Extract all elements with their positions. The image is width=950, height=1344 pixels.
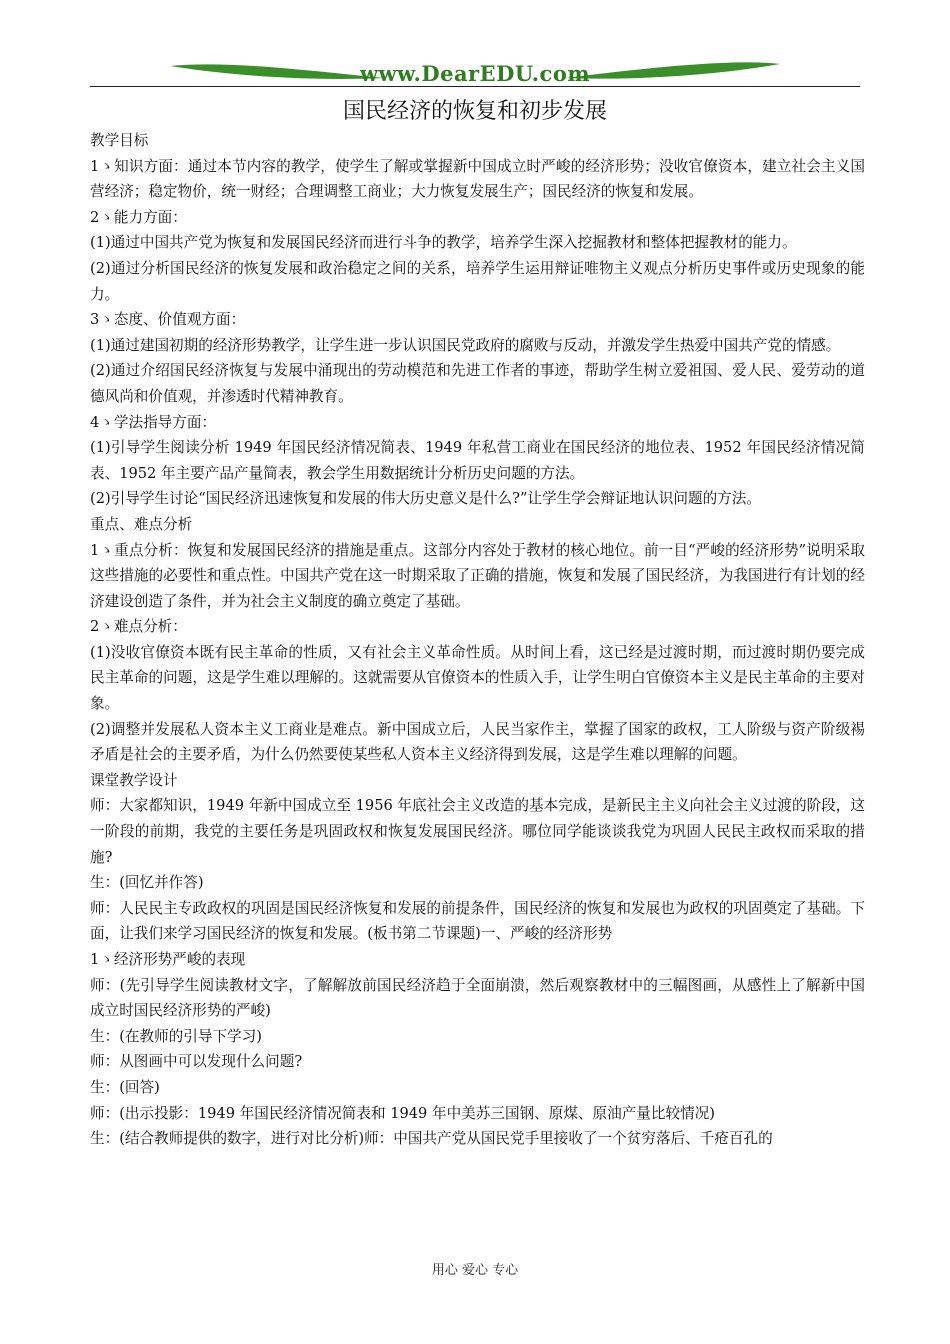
paragraph: (2)调整并发展私人资本主义工商业是难点。新中国成立后，人民当家作主，掌握了国家的政权，工人阶级与资产阶级裼 矛盾是社会的主要矛盾，为什么仍然要使某些私人资本主义经济得到发展，这是学生难以理解的问题。 [90, 720, 865, 764]
paragraph: 师：大家都知识，1949 年新中国成立至 1956 年底社会主义改造的基本完成，是新民主主义向社会主义过渡的阶段，这一阶段的前期，我党的主要任务是巩固政权和恢复发展国民经济。哪位同学能谈谈我党为巩固人民民主政权而采取的措施? [90, 797, 865, 866]
section-heading: 教学目标 [90, 132, 149, 149]
paragraph: (2)引导学生讨论“国民经济迅速恢复和发展的伟大历史意义是什么?”让学生学会辩证地认识问题的方法。 [90, 490, 761, 508]
paragraph: (1)通过建国初期的经济形势教学，让学生进一步认识国民党政府的腐败与反动，并激发学生热爱中国共产党的情感。 [90, 336, 841, 354]
paragraph: 1ゝ知识方面：通过本节内容的教学，使学生了解或掌握新中国成立时严峻的经济形势；没收官僚资本，建立社会主义国营经济；稳定物价，统一财经；合理调整工商业；大力恢复发展生产；国民经济的恢复和发展。 [90, 157, 865, 201]
paragraph: (2)通过分析国民经济的恢复发展和政治稳定之间的关系，培养学生运用辩证唯物主义观点分析历史事件或历史现象的能力。 [90, 259, 865, 303]
paragraph: 生：(回答) [90, 1078, 160, 1096]
page-footer: 用心 爱心 专心 [431, 1263, 519, 1278]
document-title: 国民经济的恢复和初步发展 [342, 99, 607, 124]
paragraph: 1ゝ经济形势严峻的表现 [90, 951, 246, 968]
document-body [90, 128, 865, 1152]
paragraph: 生：(结合教师提供的数字，进行对比分析)师：中国共产党从国民党手里接收了一个贫穷落后、千疮百孔的 [90, 1130, 773, 1148]
paragraph: 3ゝ态度、价值观方面： [90, 311, 246, 329]
paragraph: (1)引导学生阅读分析 1949 年国民经济情况简表、1949 年私营工商业在国民经济的地位表、1952 年国民经济情况简表、1952 年主要产品产量简表，教会学生用数据统计分析历史问题的方法。 [90, 439, 865, 482]
paragraph: 生：(在教师的引导下学习) [90, 1027, 262, 1045]
paragraph: 2ゝ难点分析： [90, 618, 187, 636]
paragraph: 师：(出示投影：1949 年国民经济情况简表和 1949 年中美苏三国钢、原煤、原油产量比较情况) [90, 1104, 715, 1122]
section-heading: 重点、难点分析 [90, 515, 193, 533]
paragraph: (1)通过中国共产党为恢复和发展国民经济而进行斗争的教学，培养学生深入挖掘教材和整体把握教材的能力。 [90, 234, 797, 252]
paragraph: 2ゝ能力方面： [90, 208, 187, 226]
paragraph: 1ゝ重点分析：恢复和发展国民经济的措施是重点。这部分内容处于教材的核心地位。前一目“严峻的经济形势”说明采取这些措施的必要性和重点性。中国共产党在这一时期采取了正确的措施，恢复和发展了国民经济，为我国进行有计划的经济建设创造了条件，并为社会主义制度的确立奠定了基础。 [90, 541, 865, 610]
header-rule [90, 86, 860, 87]
paragraph: 4ゝ学法指导方面： [90, 413, 217, 431]
paragraph: 师：(先引导学生阅读教材文字，了解解放前国民经济趋于全面崩溃，然后观察教材中的三幅图画，从感性上了解新中国成立时国民经济形势的严峻) [90, 976, 865, 1020]
paragraph: (2)通过介绍国民经济恢复与发展中涌现出的劳动模范和先进工作者的事迹，帮助学生树立爱祖国、爱人民、爱劳动的道德风尚和价值观，并渗透时代精神教育。 [90, 362, 865, 405]
paragraph: (1)没收官僚资本既有民主革命的性质，又有社会主义革命性质。从时间上看，这已经是过渡时期，而过渡时期仍要完成民主革命的问题，这是学生难以理解的。这就需要从官僚资本的性质入手，让学生明白官僚资本主义是民主革命的主要对象。 [90, 643, 865, 713]
paragraph: 师：人民民主专政政权的巩固是国民经济恢复和发展的前提条件，国民经济的恢复和发展也为政权的巩固奠定了基础。下面，让我们来学习国民经济的恢复和发展。(板书第二节课题)一、严峻的经济形势 [90, 899, 865, 943]
paragraph: 生：(回忆并作答) [90, 874, 204, 892]
paragraph: 师：从图画中可以发现什么问题? [90, 1053, 303, 1071]
section-heading: 课堂教学设计 [90, 771, 178, 789]
site-logo-text[interactable]: www.DearEDU.com [359, 61, 591, 86]
